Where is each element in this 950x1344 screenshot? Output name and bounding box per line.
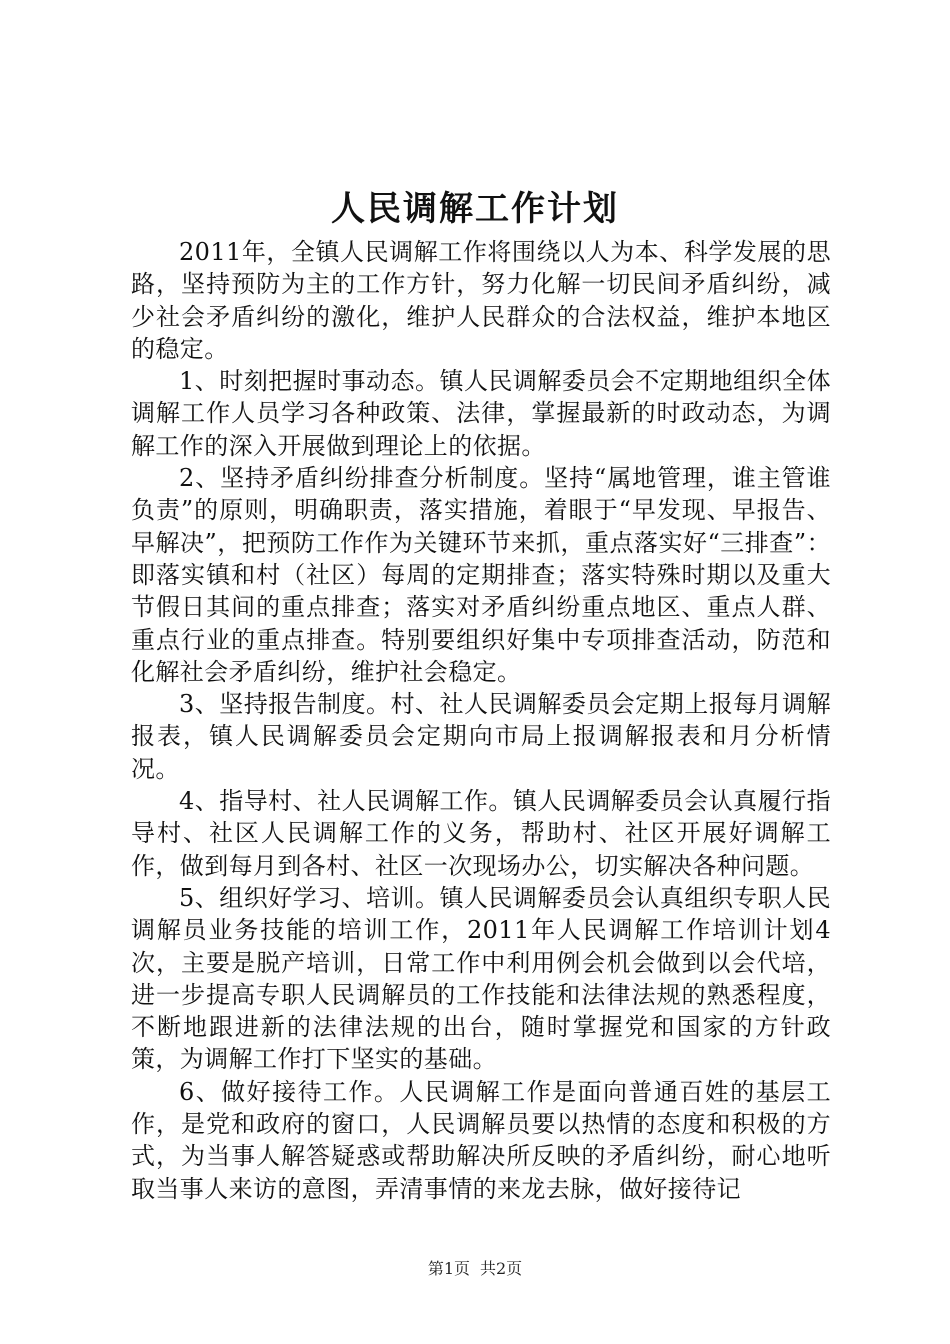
paragraph-item-6: 6、做好接待工作。人民调解工作是面向普通百姓的基层工作，是党和政府的窗口，人民调解员要以热情的态度和积极的方式，为当事人解答疑惑或帮助解决所反映的矛盾纠纷，耐心地听取当事人来访的意图，弄清事情的来龙去脉，做好接待记	[131, 1077, 831, 1203]
paragraph-item-1: 1、时刻把握时事动态。镇人民调解委员会不定期地组织全体调解工作人员学习各种政策、法律，掌握最新的时政动态，为调解工作的深入开展做到理论上的依据。	[131, 367, 831, 460]
paragraph-item-2: 2、坚持矛盾纠纷排查分析制度。坚持“属地管理，谁主管谁负责”的原则，明确职责，落实措施，着眼于“早发现、早报告、早解决”，把预防工作作为关键环节来抓，重点落实好“三排查”：即落实镇和村（社区）每周的定期排查；落实特殊时期以及重大节假日其间的重点排查；落实对矛盾纠纷重点地区、重点人群、重点行业的重点排查。特别要组织好集中专项排查活动，防范和化解社会矛盾纠纷，维护社会稳定。	[131, 464, 831, 686]
page-footer	[0, 1257, 950, 1281]
document-title: 人民调解工作计划	[331, 189, 619, 229]
paragraph-intro: 2011年，全镇人民调解工作将围绕以人为本、科学发展的思路，坚持预防为主的工作方针，努力化解一切民间矛盾纠纷，减少社会矛盾纠纷的激化，维护人民群众的合法权益，维护本地区的稳定。	[131, 238, 831, 363]
total-page-count: 共2页	[480, 1259, 523, 1278]
paragraph-item-4: 4、指导村、社人民调解工作。镇人民调解委员会认真履行指导村、社区人民调解工作的义务，帮助村、社区开展好调解工作，做到每月到各村、社区一次现场办公，切实解决各种问题。	[131, 787, 831, 880]
current-page-number: 第1页	[427, 1259, 470, 1278]
paragraph-item-5: 5、组织好学习、培训。镇人民调解委员会认真组织专职人民调解员业务技能的培训工作，2011年人民调解工作培训计划4次，主要是脱产培训，日常工作中利用例会机会做到以会代培，进一步提高专职人民调解员的工作技能和法律法规的熟悉程度，不断地跟进新的法律法规的出台，随时掌握党和国家的方针政策，为调解工作打下坚实的基础。	[131, 883, 831, 1074]
document-body	[131, 236, 831, 1205]
paragraph-item-3: 3、坚持报告制度。村、社人民调解委员会定期上报每月调解报表，镇人民调解委员会定期向市局上报调解报表和月分析情况。	[131, 690, 831, 783]
